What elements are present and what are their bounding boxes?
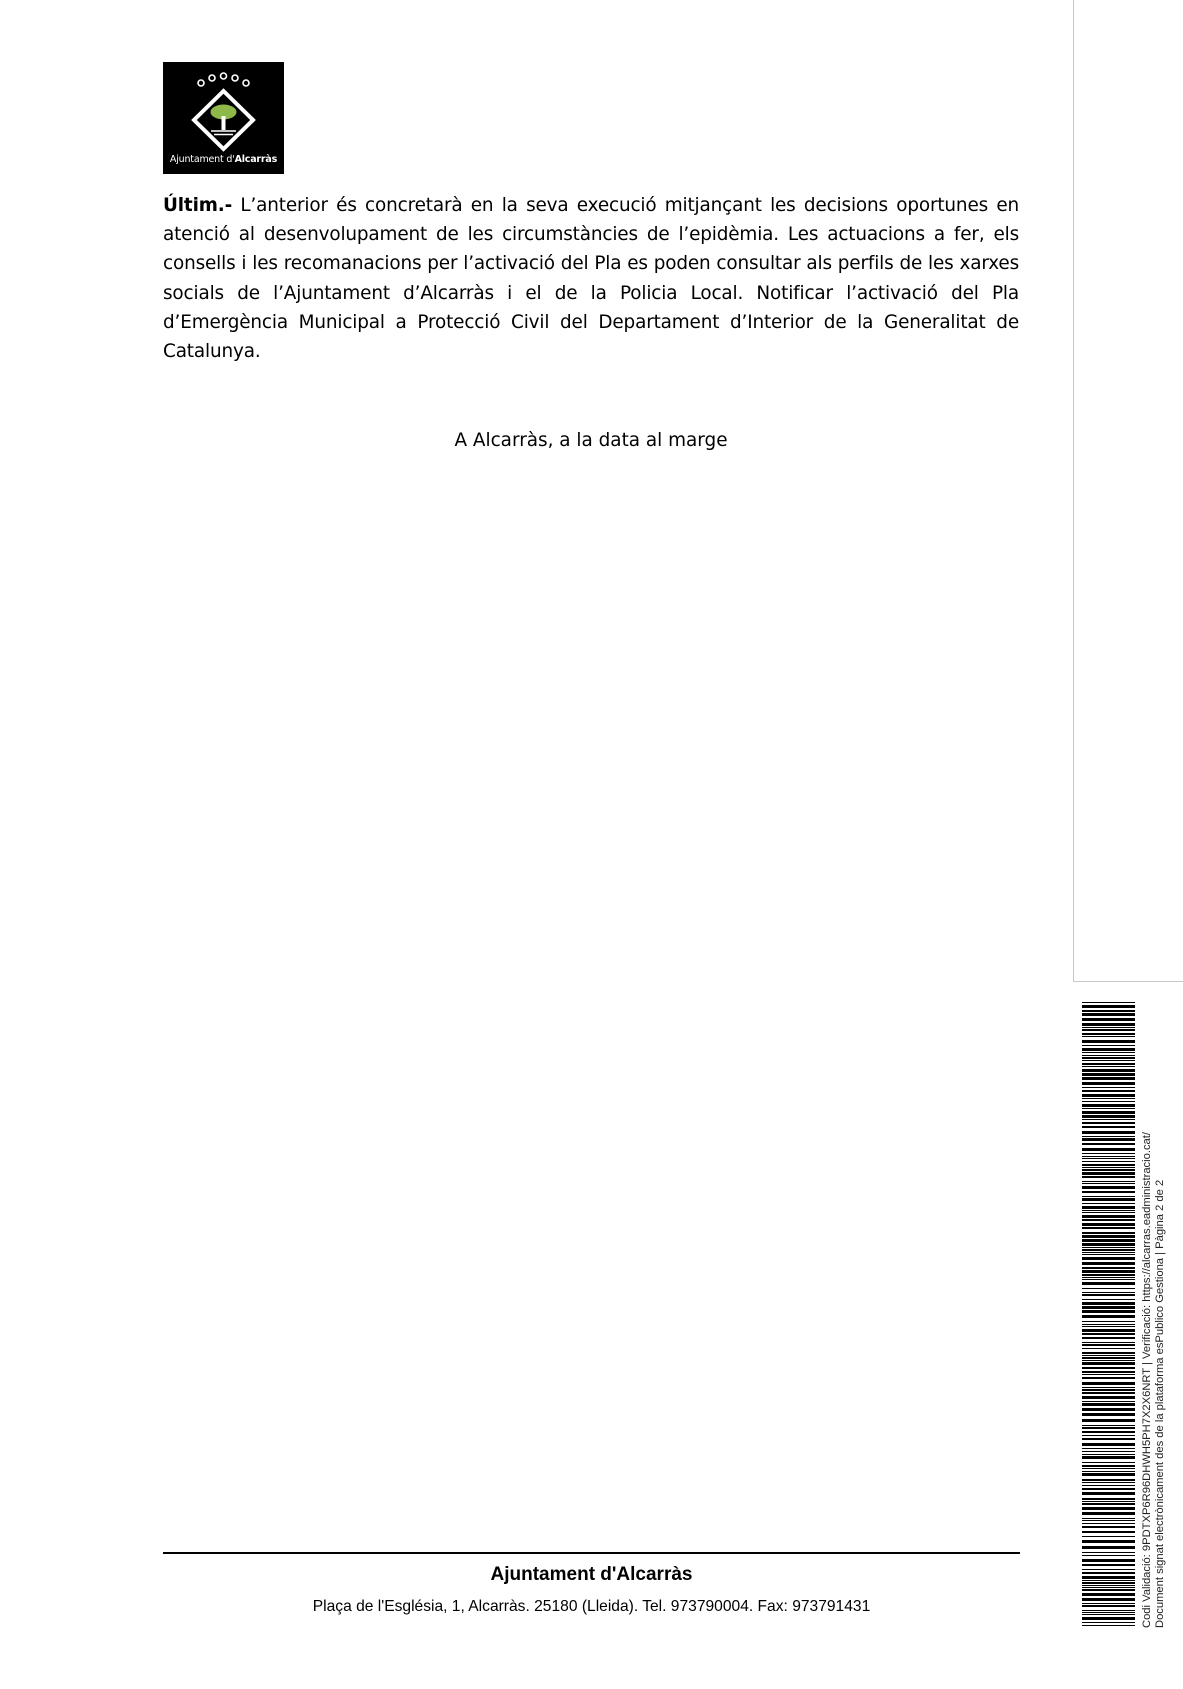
- barcode-bar: [1082, 1196, 1135, 1197]
- barcode-bar: [1082, 1148, 1135, 1151]
- barcode-bar: [1082, 1507, 1135, 1510]
- barcode-bar: [1082, 1302, 1135, 1305]
- barcode-bar: [1082, 1198, 1135, 1201]
- barcode-bar: [1082, 1371, 1135, 1373]
- barcode-bar: [1082, 1396, 1135, 1399]
- barcode-bar: [1082, 1249, 1135, 1251]
- paragraph-lead: Últim.-: [163, 195, 233, 216]
- barcode-bar: [1082, 1617, 1135, 1620]
- barcode-bar: [1082, 1161, 1135, 1162]
- barcode-bar: [1082, 1471, 1135, 1472]
- barcode-bar: [1082, 1448, 1135, 1449]
- barcode-bar: [1082, 1143, 1135, 1145]
- barcode-bar: [1082, 1355, 1135, 1356]
- barcode-bar: [1082, 1315, 1135, 1318]
- barcode-bar: [1082, 1048, 1135, 1051]
- barcode-bar: [1082, 1090, 1135, 1092]
- barcode-bar: [1082, 1523, 1135, 1524]
- barcode-bar: [1082, 1605, 1135, 1607]
- barcode-bar: [1082, 1310, 1135, 1313]
- barcode-bar: [1082, 1536, 1135, 1537]
- barcode-bar: [1082, 1115, 1135, 1118]
- barcode-bar: [1082, 1612, 1135, 1613]
- barcode-bar: [1082, 1176, 1135, 1178]
- barcode-bar: [1082, 1094, 1135, 1097]
- barcode-bar: [1082, 1045, 1135, 1046]
- barcode-bar: [1082, 1392, 1135, 1394]
- footer-address: Plaça de l'Església, 1, Alcarràs. 25180 (Lleida). Tel. 973790004. Fax: 973791431: [312, 1598, 871, 1615]
- logo-label: [163, 154, 284, 165]
- barcode-bar: [1082, 1206, 1135, 1209]
- barcode-bar: [1082, 1087, 1135, 1088]
- barcode-bar: [1082, 1023, 1135, 1026]
- barcode-bar: [1082, 1443, 1135, 1446]
- barcode-bar: [1082, 1438, 1135, 1440]
- barcode-bar: [1082, 1348, 1135, 1349]
- barcode-bar: [1082, 1101, 1135, 1102]
- barcode-bar: [1082, 1587, 1135, 1588]
- barcode-bar: [1082, 1212, 1135, 1213]
- barcode-bar: [1082, 1498, 1135, 1500]
- barcode-bar: [1082, 1223, 1135, 1226]
- barcode-bar: [1082, 1029, 1135, 1031]
- margin-divider-horizontal: [1073, 981, 1183, 982]
- margin-divider-vertical: [1073, 0, 1074, 982]
- barcode-bar: [1082, 1622, 1135, 1623]
- barcode-bar: [1082, 1382, 1135, 1385]
- barcode-bar: [1082, 1552, 1135, 1553]
- ajuntament-logo: [163, 62, 284, 174]
- barcode-bar: [1082, 1274, 1135, 1276]
- barcode-bar: [1082, 1119, 1135, 1120]
- barcode-bar: [1082, 1104, 1135, 1107]
- barcode-bar: [1082, 1033, 1135, 1035]
- barcode-bar: [1082, 1473, 1135, 1476]
- barcode-bar: [1082, 1482, 1135, 1483]
- barcode-bar: [1082, 1077, 1135, 1080]
- barcode-bar: [1082, 1572, 1135, 1574]
- barcode-bar: [1082, 1456, 1135, 1459]
- barcode-bar: [1082, 1555, 1135, 1556]
- barcode-bar: [1082, 1559, 1135, 1562]
- barcode-bar: [1082, 1172, 1135, 1175]
- barcode-bar: [1082, 1239, 1135, 1242]
- closing-line: A Alcarràs, a la data al marge: [454, 430, 728, 451]
- barcode-bar: [1082, 1451, 1135, 1452]
- barcode-bar: [1082, 1057, 1135, 1059]
- barcode-bar: [1082, 1262, 1135, 1265]
- barcode-bar: [1082, 1235, 1135, 1238]
- barcode-bar: [1082, 1546, 1135, 1549]
- barcode-bar: [1082, 1055, 1135, 1056]
- barcode-bar: [1082, 1002, 1135, 1003]
- barcode-bar: [1082, 1060, 1135, 1061]
- barcode-bar: [1082, 1585, 1135, 1586]
- barcode-bar: [1082, 1603, 1135, 1604]
- barcode-bar: [1082, 1299, 1135, 1300]
- barcode-bar: [1082, 1401, 1135, 1402]
- barcode-bar: [1082, 1344, 1135, 1346]
- barcode-bar: [1082, 1138, 1135, 1141]
- barcode-bar: [1082, 1425, 1135, 1426]
- main-paragraph: [163, 191, 1019, 366]
- barcode-bar: [1082, 1306, 1135, 1309]
- barcode-bar: [1082, 1292, 1135, 1293]
- barcode-bar: [1082, 1326, 1135, 1327]
- barcode-bar: [1082, 1036, 1135, 1037]
- barcode-bar: [1082, 1377, 1135, 1379]
- barcode-bar: [1082, 1052, 1135, 1053]
- barcode-bar: [1082, 1465, 1135, 1467]
- barcode-bar: [1082, 1531, 1135, 1533]
- barcode-bar: [1082, 1503, 1135, 1505]
- barcode-bar: [1082, 1073, 1135, 1076]
- barcode-bar: [1082, 1232, 1135, 1234]
- barcode-bar: [1082, 1479, 1135, 1481]
- barcode-bar: [1082, 1403, 1135, 1406]
- barcode-bar: [1082, 1589, 1135, 1591]
- barcode-bar: [1082, 1252, 1135, 1253]
- barcode-bar: [1082, 1431, 1135, 1433]
- barcode-bar: [1082, 1126, 1135, 1128]
- barcode-bar: [1082, 1408, 1135, 1411]
- barcode-bar: [1082, 1254, 1135, 1255]
- barcode-bar: [1082, 1018, 1135, 1021]
- barcode-bar: [1082, 1203, 1135, 1204]
- barcode-bar: [1082, 1389, 1135, 1391]
- barcode-bar: [1082, 1111, 1135, 1114]
- barcode-bar: [1082, 1131, 1135, 1134]
- barcode-bar: [1082, 1164, 1135, 1166]
- barcode-bar: [1082, 1598, 1135, 1601]
- barcode-bar: [1082, 1270, 1135, 1273]
- barcode-bar: [1082, 1005, 1135, 1008]
- barcode-bar: [1082, 1488, 1135, 1490]
- barcode-bar: [1082, 1010, 1135, 1012]
- barcode-bar: [1082, 1243, 1135, 1246]
- barcode-bar: [1082, 1181, 1135, 1182]
- barcode-bar: [1082, 1454, 1135, 1455]
- barcode-bar: [1082, 1360, 1135, 1361]
- barcode-bar: [1082, 1614, 1135, 1615]
- barcode-bar: [1082, 1569, 1135, 1570]
- barcode-bar: [1082, 1374, 1135, 1375]
- barcode-bar: [1082, 1329, 1135, 1332]
- barcode-bar: [1082, 1367, 1135, 1369]
- barcode-bar: [1082, 1462, 1135, 1463]
- footer-divider: [163, 1552, 1020, 1554]
- barcode-bar: [1082, 1564, 1135, 1566]
- barcode-bar: [1082, 1468, 1135, 1469]
- barcode-bar: [1082, 1040, 1135, 1043]
- barcode-bar: [1082, 1169, 1135, 1171]
- barcode-bar: [1082, 1013, 1135, 1016]
- barcode-bar: [1082, 1257, 1135, 1260]
- barcode-bar: [1082, 1183, 1135, 1184]
- barcode-bar: [1082, 1352, 1135, 1354]
- footer-title: Ajuntament d'Alcarràs: [490, 1564, 693, 1585]
- barcode-bar: [1082, 1582, 1135, 1584]
- barcode-bar: [1082, 1294, 1135, 1296]
- barcode-bar: [1082, 1540, 1135, 1543]
- barcode-bar: [1082, 1267, 1135, 1269]
- validation-line-2: Document signat electrònicament des de la plataforma esPublico Gestiona | Pàgina 2 de 2: [1154, 1179, 1166, 1628]
- barcode-bar: [1082, 1153, 1135, 1154]
- barcode-bar: [1082, 1167, 1135, 1168]
- barcode-bar: [1082, 1518, 1135, 1519]
- barcode-bar: [1082, 1158, 1135, 1159]
- barcode-bar: [1082, 1333, 1135, 1335]
- barcode-bar: [1082, 1427, 1135, 1429]
- validation-text: [1141, 1002, 1167, 1628]
- validation-line-1: Codi Validació: 9PDTXP6R96DHWH5PH7X2X6NRT | Verificació: https://alcarras.eadministracio.cat/: [1141, 1132, 1153, 1628]
- barcode-bar: [1082, 1215, 1135, 1218]
- barcode-bar: [1082, 1156, 1135, 1157]
- barcode-bar: [1082, 1027, 1135, 1028]
- barcode-bar: [1082, 1512, 1135, 1515]
- barcode-bar: [1082, 1526, 1135, 1528]
- barcode-bar: [1082, 1593, 1135, 1596]
- validation-barcode: [1082, 1002, 1135, 1628]
- barcode-bar: [1082, 1282, 1135, 1285]
- barcode-bar: [1082, 1069, 1135, 1072]
- barcode-bar: [1082, 1277, 1135, 1278]
- barcode-bar: [1082, 1580, 1135, 1581]
- barcode-bar: [1082, 1066, 1135, 1067]
- barcode-bar: [1082, 1136, 1135, 1137]
- logo-label-name: Alcarràs: [234, 154, 278, 165]
- barcode-bar: [1082, 1492, 1135, 1495]
- barcode-bar: [1082, 1108, 1135, 1109]
- barcode-bar: [1082, 1186, 1135, 1189]
- logo-label-prefix: Ajuntament d': [169, 154, 235, 165]
- barcode-bar: [1082, 1576, 1135, 1579]
- barcode-bar: [1082, 1485, 1135, 1486]
- barcode-bar: [1082, 1435, 1135, 1436]
- barcode-bar: [1082, 1324, 1135, 1325]
- barcode-bar: [1082, 1247, 1135, 1248]
- barcode-bar: [1082, 1321, 1135, 1322]
- barcode-bar: [1082, 1279, 1135, 1280]
- barcode-bar: [1082, 1342, 1135, 1343]
- barcode-bar: [1082, 1337, 1135, 1339]
- barcode-bar: [1082, 1520, 1135, 1521]
- barcode-bar: [1082, 1288, 1135, 1289]
- barcode-bar: [1082, 1210, 1135, 1211]
- barcode-bar: [1082, 1098, 1135, 1099]
- barcode-bar: [1082, 1413, 1135, 1416]
- barcode-bar: [1082, 1610, 1135, 1611]
- barcode-bar: [1082, 1191, 1135, 1193]
- barcode-bar: [1082, 1219, 1135, 1221]
- barcode-bar: [1082, 1122, 1135, 1124]
- paragraph-text: L’anterior és concretarà en la seva execució mitjançant les decisions oportunes en atenció al desenvolupament de les circumstàncies de l’epidèmia. Les actuacions a fer, els consells i les recomanacions per l’activació del Pla es poden consultar als perfils de les xarxes socials de l’Ajuntament d’Alcarràs i el de la Policia Local. Notificar l’activació del Pla d’Emergència Municipal a Protecció Civil del Departament d’Interior de la Generalitat de Catalunya.: [163, 195, 1019, 363]
- barcode-bar: [1082, 1227, 1135, 1229]
- barcode-bar: [1082, 1419, 1135, 1422]
- barcode-bar: [1082, 1082, 1135, 1085]
- barcode-bar: [1082, 1501, 1135, 1502]
- barcode-bar: [1082, 1357, 1135, 1359]
- barcode-bar: [1082, 1063, 1135, 1065]
- barcode-bar: [1082, 1362, 1135, 1365]
- barcode-bar: [1082, 1387, 1135, 1388]
- barcode-bar: [1082, 1625, 1135, 1626]
